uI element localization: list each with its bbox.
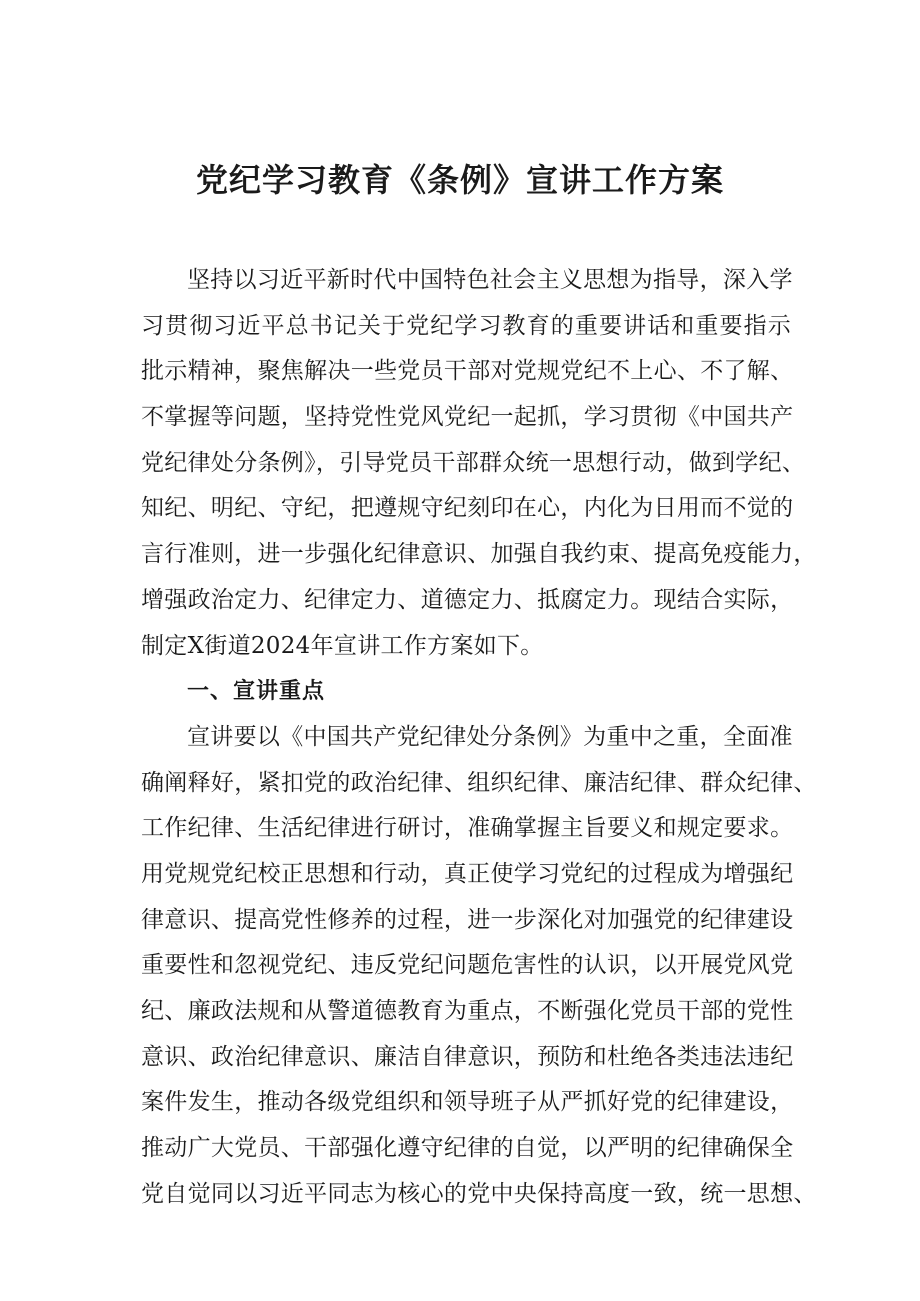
text-line: 批示精神，聚焦解决一些党员干部对党规党纪不上心、不了解、: [141, 358, 794, 385]
document-body: [141, 258, 817, 1217]
text-line: 坚持以习近平新时代中国特色社会主义思想为指导，深入学: [187, 267, 793, 293]
text-line: 律意识、提高党性修养的过程，进一步深化对加强党的纪律建设: [141, 906, 794, 933]
document-title: 党纪学习教育《条例》宣讲工作方案: [195, 161, 724, 199]
text-line: 习贯彻习近平总书记关于党纪学习教育的重要讲话和重要指示: [141, 312, 791, 339]
text-line: 不掌握等问题，坚持党性党风党纪一起抓，学习贯彻《中国共产: [141, 404, 794, 431]
text-line: 意识、政治纪律意识、廉洁自律意识，预防和杜绝各类违法违纪: [141, 1043, 794, 1070]
text-line: 重要性和忽视党纪、违反党纪问题危害性的认识，以开展党风党: [141, 952, 794, 979]
text-line: 宣讲要以《中国共产党纪律处分条例》为重中之重，全面准: [187, 723, 793, 750]
text-line: 纪、廉政法规和从警道德教育为重点，不断强化党员干部的党性: [141, 998, 794, 1024]
text-line: 案件发生，推动各级党组织和领导班子从严抓好党的纪律建设，: [141, 1089, 794, 1116]
text-line: 增强政治定力、纪律定力、道德定力、抵腐定力。现结合实际，: [141, 586, 794, 613]
text-line: 工作纪律、生活纪律进行研讨，准确掌握主旨要义和规定要求。: [141, 815, 794, 842]
text-line: 言行准则，进一步强化纪律意识、加强自我约束、提高免疫能力，: [141, 541, 817, 568]
text-line: 制定X街道2024年宣讲工作方案如下。: [141, 632, 544, 659]
section-heading: 一、宣讲重点: [187, 679, 326, 705]
text-line: 推动广大党员、干部强化遵守纪律的自觉，以严明的纪律确保全: [141, 1135, 794, 1162]
text-line: 确阐释好，紧扣党的政治纪律、组织纪律、廉洁纪律、群众纪律、: [141, 769, 817, 796]
text-line: 用党规党纪校正思想和行动，真正使学习党纪的过程成为增强纪: [141, 860, 794, 887]
paragraph-guiding-principle: [141, 258, 817, 669]
text-line: 知纪、明纪、守纪，把遵规守纪刻印在心，内化为日用而不觉的: [141, 495, 794, 522]
paragraph-key-points: [141, 715, 817, 1218]
text-line: 党纪律处分条例》，引导党员干部群众统一思想行动，做到学纪、: [141, 449, 806, 476]
text-line: 党自觉同以习近平同志为核心的党中央保持高度一致，统一思想、: [141, 1180, 817, 1207]
